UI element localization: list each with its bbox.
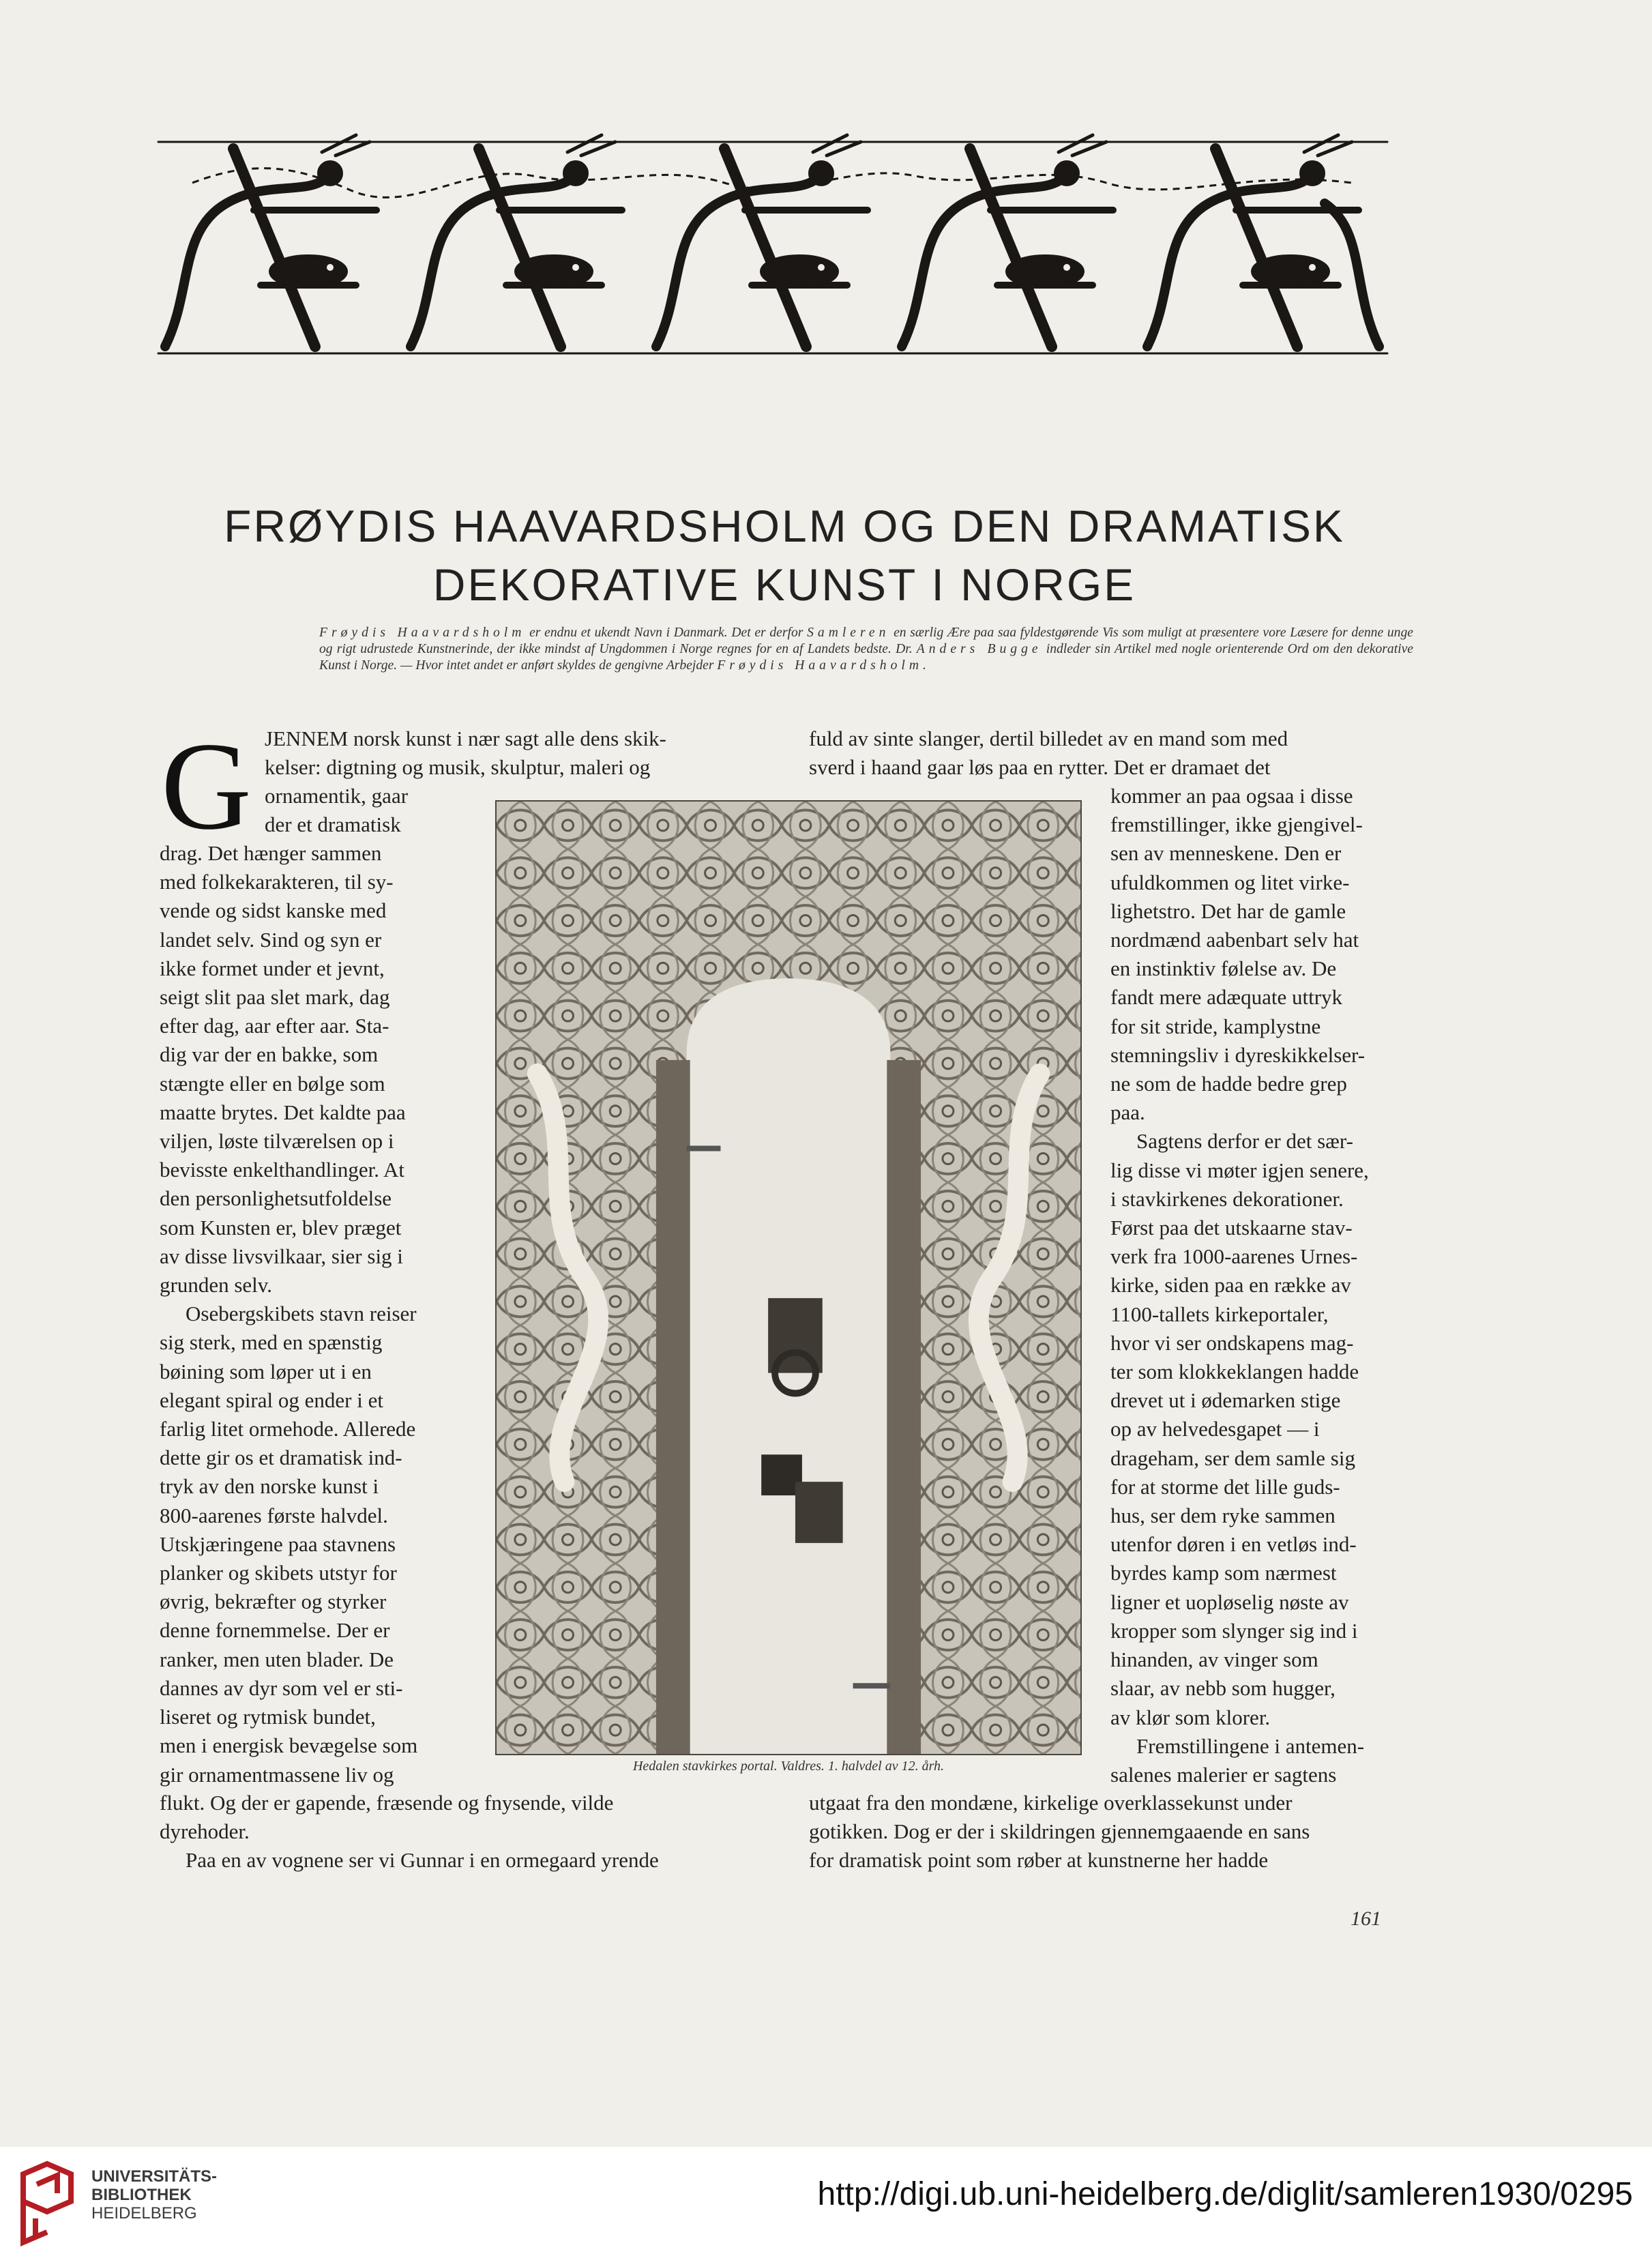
body-line: utenfor døren i en vetløs ind- bbox=[1110, 1532, 1357, 1557]
body-line: landet selv. Sind og syn er bbox=[160, 927, 382, 952]
body-line: av klør som klorer. bbox=[1110, 1705, 1271, 1729]
body-line: ikke formet under et jevnt, bbox=[160, 956, 385, 980]
intro-paragraph: Frøydis Haavardsholm er endnu et ukendt Navn i Danmark. Det er derfor Samleren en særlig Ære paa saa fyldestgørende Vis som muligt at præsentere vore Læsere for denne unge og rigt udrustede Kunstnerinde, der ikke mindst af Ungdommen i Norge regnes for en af Landets bedste. Dr. Anders Bugge indleder sin Artikel med nogle orienterende Ord om den dekorative Kunst i Norge. — Hvor intet andet er anført skyldes de gengivne Arbejder Frøydis Haavardsholm. bbox=[319, 626, 1413, 673]
body-line: Paa en av vognene ser vi Gunnar i en ormegaard yrende bbox=[186, 1848, 659, 1873]
body-line: slaar, av nebb som hugger, bbox=[1110, 1676, 1336, 1701]
body-line: nordmænd aabenbart selv hat bbox=[1110, 928, 1359, 952]
body-line: bevisste enkelthandlinger. At bbox=[160, 1158, 405, 1182]
body-line: lig disse vi møter igjen senere, bbox=[1110, 1158, 1369, 1182]
right-column-top bbox=[809, 724, 1411, 782]
body-line: salenes malerier er sagtens bbox=[1110, 1762, 1337, 1787]
body-line: farlig litet ormehode. Allerede bbox=[160, 1417, 416, 1441]
intro-name: Frøydis Haavardsholm bbox=[319, 626, 526, 640]
body-line: denne fornemmelse. Der er bbox=[160, 1618, 390, 1643]
body-line: hinanden, av vinger som bbox=[1110, 1647, 1318, 1672]
body-line: ne som de hadde bedre grep bbox=[1110, 1072, 1347, 1096]
intro-magazine: Samleren bbox=[807, 626, 890, 640]
body-line: grunden selv. bbox=[160, 1273, 273, 1297]
body-line: stængte eller en bølge som bbox=[160, 1071, 385, 1096]
body-line: som Kunsten er, blev præget bbox=[160, 1215, 402, 1240]
body-line: lighetstro. Det har de gamle bbox=[1110, 898, 1346, 923]
body-line: øvrig, bekræfter og styrker bbox=[160, 1589, 387, 1614]
article-title-line2: DEKORATIVE KUNST I NORGE bbox=[432, 559, 1136, 610]
body-line: utgaat fra den mondæne, kirkelige overklassekunst under bbox=[809, 1791, 1293, 1815]
intro-author: Anders Bugge bbox=[916, 642, 1042, 656]
body-line: fuld av sinte slanger, dertil billedet av en mand som med bbox=[809, 727, 1288, 750]
body-line: gotikken. Dog er der i skildringen gjennemgaaende en sans bbox=[809, 1819, 1310, 1844]
body-line: av disse livsvilkaar, sier sig i bbox=[160, 1244, 403, 1268]
body-line: ornamentik, gaar bbox=[265, 784, 409, 808]
body-line: JENNEM norsk kunst i nær sagt alle dens skik- bbox=[265, 727, 666, 750]
body-line: i stavkirkenes dekorationer. bbox=[1110, 1186, 1344, 1211]
ornamental-header-band bbox=[151, 121, 1394, 367]
body-line: drageham, ser dem samle sig bbox=[1110, 1446, 1355, 1470]
body-line: Sagtens derfor er det sær- bbox=[1136, 1129, 1353, 1154]
body-line: paa. bbox=[1110, 1100, 1145, 1125]
body-line: for sit stride, kamplystne bbox=[1110, 1014, 1321, 1038]
body-line: kelser: digtning og musik, skulptur, maleri og bbox=[265, 755, 651, 780]
body-line: Først paa det utskaarne stav- bbox=[1110, 1216, 1353, 1240]
left-column-bottom bbox=[160, 1789, 773, 1875]
body-line: fandt mere adæquate uttryk bbox=[1110, 985, 1343, 1010]
drop-cap: G bbox=[161, 716, 252, 855]
article-title-line1: FRØYDIS HAAVARDSHOLM OG DEN DRAMATISK bbox=[224, 501, 1345, 551]
body-line: for at storme det lille guds- bbox=[1110, 1474, 1340, 1499]
body-line: dette gir os et dramatisk ind- bbox=[160, 1446, 402, 1470]
right-column-main bbox=[1110, 782, 1411, 1789]
body-line: Fremstillingene i antemen- bbox=[1136, 1733, 1365, 1758]
body-line: hus, ser dem ryke sammen bbox=[1110, 1504, 1336, 1528]
body-line: drevet ut i ødemarken stige bbox=[1110, 1388, 1341, 1413]
body-line: maatte brytes. Det kaldte paa bbox=[160, 1100, 406, 1124]
source-url-link[interactable]: http://digi.ub.uni-heidelberg.de/diglit/samleren1930/0295 bbox=[817, 2176, 1633, 2212]
body-line: med folkekarakteren, til sy- bbox=[160, 870, 394, 894]
body-line: ter som klokkeklangen hadde bbox=[1110, 1360, 1359, 1384]
body-line: efter dag, aar efter aar. Sta- bbox=[160, 1014, 389, 1038]
body-line: kropper som slynger sig ind i bbox=[1110, 1618, 1358, 1643]
body-line: sen av menneskene. Den er bbox=[1110, 841, 1342, 866]
body-line: bøining som løper ut i en bbox=[160, 1359, 372, 1383]
left-column-top bbox=[265, 724, 775, 782]
body-line: ligner et uopløselig nøste av bbox=[1110, 1589, 1349, 1614]
library-name-line: UNIVERSITÄTS- bbox=[91, 2167, 218, 2186]
portal-photograph bbox=[495, 800, 1082, 1755]
body-line: for dramatisk point som røber at kunstnerne her hadde bbox=[809, 1848, 1269, 1873]
body-line: byrdes kamp som nærmest bbox=[1110, 1561, 1337, 1585]
body-line: op av helvedesgapet — i bbox=[1110, 1417, 1320, 1441]
library-footer bbox=[0, 2147, 1652, 2258]
body-line: vende og sidst kanske med bbox=[160, 898, 387, 923]
body-line: dannes av dyr som vel er sti- bbox=[160, 1675, 403, 1700]
body-line: den personlighetsutfoldelse bbox=[160, 1186, 392, 1211]
body-line: verk fra 1000-aarenes Urnes- bbox=[1110, 1244, 1358, 1269]
body-line: der et dramatisk bbox=[265, 812, 401, 837]
page-number: 161 bbox=[1351, 1907, 1381, 1930]
body-line: Utskjæringene paa stavnens bbox=[160, 1531, 396, 1556]
body-line: en instinktiv følelse av. De bbox=[1110, 956, 1337, 981]
body-line: elegant spiral og ender i et bbox=[160, 1388, 383, 1412]
body-line: flukt. Og der er gapende, fræsende og fnysende, vilde bbox=[160, 1791, 614, 1815]
body-line: sverd i haand gaar løs paa en rytter. Det er dramaet det bbox=[809, 755, 1271, 780]
library-name-line: HEIDELBERG bbox=[91, 2204, 197, 2223]
body-line: kirke, siden paa en række av bbox=[1110, 1273, 1351, 1297]
body-line: dig var der en bakke, som bbox=[160, 1042, 379, 1067]
body-line: tryk av den norske kunst i bbox=[160, 1474, 379, 1499]
body-line: 1100-tallets kirkeportaler, bbox=[1110, 1302, 1329, 1326]
body-line: gir ornamentmassene liv og bbox=[160, 1762, 394, 1787]
library-name[interactable] bbox=[91, 2167, 217, 2223]
body-line: ufuldkommen og litet virke- bbox=[1110, 870, 1350, 894]
body-line: liseret og rytmisk bundet, bbox=[160, 1705, 376, 1729]
body-line: drag. Det hænger sammen bbox=[160, 841, 382, 865]
body-line: hvor vi ser ondskapens mag- bbox=[1110, 1330, 1354, 1355]
body-line: viljen, løste tilværelsen op i bbox=[160, 1129, 394, 1154]
body-line: planker og skibets utstyr for bbox=[160, 1561, 397, 1585]
body-line: Osebergskibets stavn reiser bbox=[186, 1302, 417, 1326]
intro-name: Frøydis Haavardsholm bbox=[717, 658, 923, 673]
right-column-bottom bbox=[809, 1789, 1411, 1875]
library-logo-icon[interactable] bbox=[16, 2160, 78, 2246]
photo-caption: Hedalen stavkirkes portal. Valdres. 1. halvdel av 12. årh. bbox=[632, 1759, 945, 1774]
body-line: seigt slit paa slet mark, dag bbox=[160, 985, 390, 1010]
body-line: stemningsliv i dyreskikkelser- bbox=[1110, 1042, 1366, 1067]
body-line: men i energisk bevægelse som bbox=[160, 1733, 418, 1758]
body-line: fremstillinger, ikke gjengivel- bbox=[1110, 812, 1363, 837]
left-column-cap bbox=[265, 782, 464, 839]
body-line: sig sterk, med en spænstig bbox=[160, 1330, 383, 1355]
body-line: dyrehoder. bbox=[160, 1819, 250, 1844]
body-line: kommer an paa ogsaa i disse bbox=[1110, 784, 1353, 808]
body-line: 800-aarenes første halvdel. bbox=[160, 1503, 388, 1527]
left-column-main bbox=[160, 839, 464, 1789]
body-line: ranker, men uten blader. De bbox=[160, 1647, 394, 1671]
library-name-line: BIBLIOTHEK bbox=[91, 2186, 192, 2204]
